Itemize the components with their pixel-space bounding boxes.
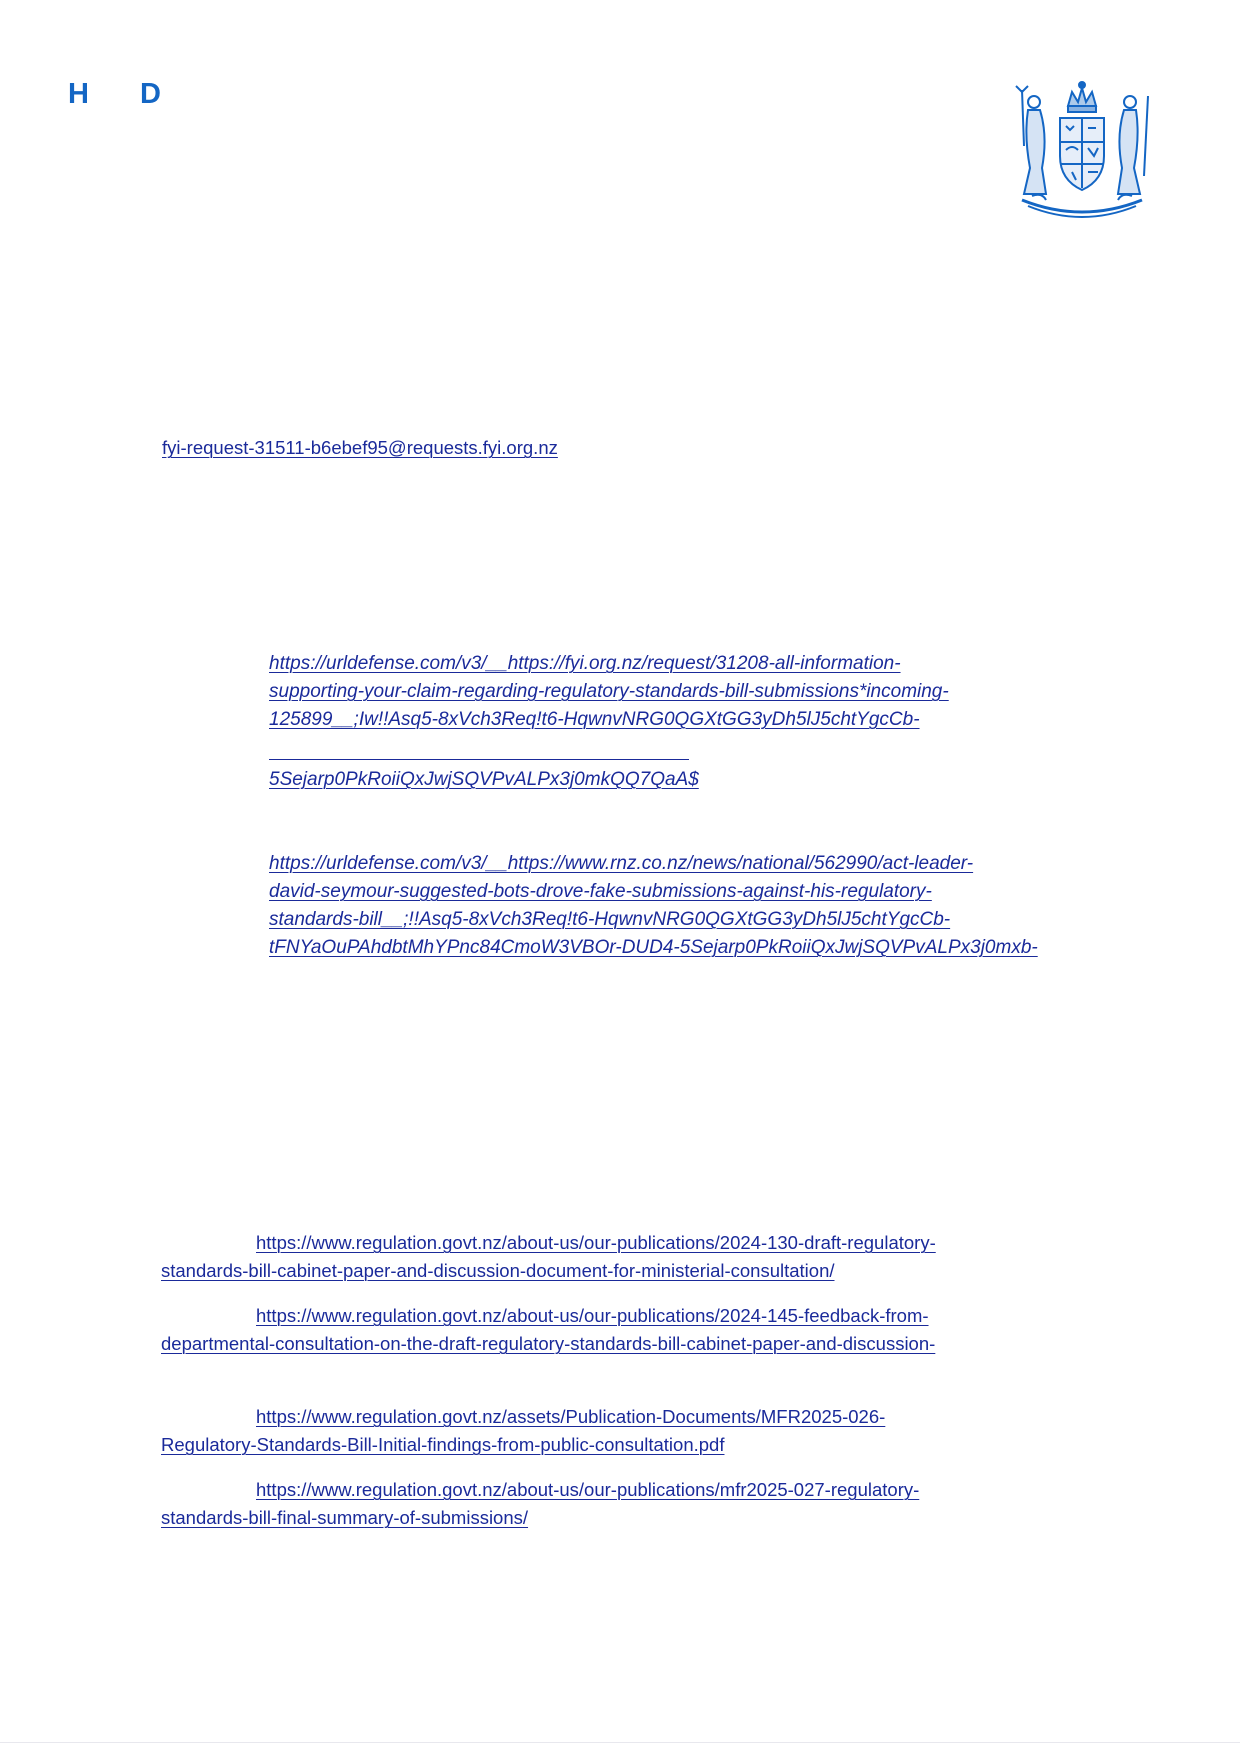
divider-line bbox=[269, 759, 689, 760]
link-line[interactable]: https://www.regulation.govt.nz/assets/Publication-Documents/MFR2025-026- bbox=[256, 1406, 886, 1427]
link-line[interactable]: https://www.regulation.govt.nz/about-us/our-publications/2024-130-draft-regulatory- bbox=[256, 1232, 936, 1253]
nz-coat-of-arms-icon bbox=[1002, 76, 1162, 228]
regulation-link-2024-145[interactable] bbox=[161, 1302, 1061, 1358]
link-line[interactable]: Regulatory-Standards-Bill-Initial-findings-from-public-consultation.pdf bbox=[161, 1434, 725, 1455]
link-line[interactable]: standards-bill-final-summary-of-submissions/ bbox=[161, 1507, 529, 1528]
link-line[interactable]: departmental-consultation-on-the-draft-regulatory-standards-bill-cabinet-paper-and-discussion- bbox=[161, 1333, 936, 1354]
link-line[interactable]: standards-bill__;!!Asq5-8xVch3Req!t6-HqwnvNRG0QGXtGG3yDh5lJ5chtYgcCb- bbox=[269, 909, 951, 930]
link-line[interactable]: https://urldefense.com/v3/__https://www.rnz.co.nz/news/national/562990/act-leader- bbox=[269, 853, 974, 874]
urldefense-link-rnz[interactable] bbox=[269, 850, 1038, 962]
link-line[interactable]: https://www.regulation.govt.nz/about-us/our-publications/2024-145-feedback-from- bbox=[256, 1305, 929, 1326]
regulation-link-2024-130[interactable] bbox=[161, 1229, 1061, 1285]
regulation-link-mfr2025-027[interactable] bbox=[161, 1476, 1061, 1532]
link-line[interactable]: tFNYaOuPAhdbtMhYPnc84CmoW3VBOr-DUD4-5Sejarp0PkRoiiQxJwjSQVPvALPx3j0mxb- bbox=[269, 937, 1038, 958]
link-line[interactable]: 5Sejarp0PkRoiiQxJwjSQVPvALPx3j0mkQQ7QaA$ bbox=[269, 769, 699, 790]
letterhead-initial-h: H bbox=[68, 78, 89, 110]
link-line[interactable]: https://www.regulation.govt.nz/about-us/our-publications/mfr2025-027-regulatory- bbox=[256, 1479, 920, 1500]
link-line[interactable]: 125899__;Iw!!Asq5-8xVch3Req!t6-HqwnvNRG0QGXtGG3yDh5lJ5chtYgcCb- bbox=[269, 709, 920, 730]
letterhead-initial-d: D bbox=[140, 78, 161, 110]
link-line[interactable]: david-seymour-suggested-bots-drove-fake-submissions-against-his-regulatory- bbox=[269, 881, 932, 902]
page-bottom-edge bbox=[0, 1742, 1240, 1743]
regulation-link-mfr2025-026[interactable] bbox=[161, 1403, 1061, 1459]
email-link[interactable]: fyi-request-31511-b6ebef95@requests.fyi.org.nz bbox=[162, 437, 558, 458]
urldefense-link-fyi[interactable] bbox=[269, 650, 949, 794]
link-line[interactable]: standards-bill-cabinet-paper-and-discussion-document-for-ministerial-consultation/ bbox=[161, 1260, 835, 1281]
link-line[interactable]: supporting-your-claim-regarding-regulatory-standards-bill-submissions*incoming- bbox=[269, 681, 949, 702]
link-line[interactable]: https://urldefense.com/v3/__https://fyi.org.nz/request/31208-all-information- bbox=[269, 653, 901, 674]
